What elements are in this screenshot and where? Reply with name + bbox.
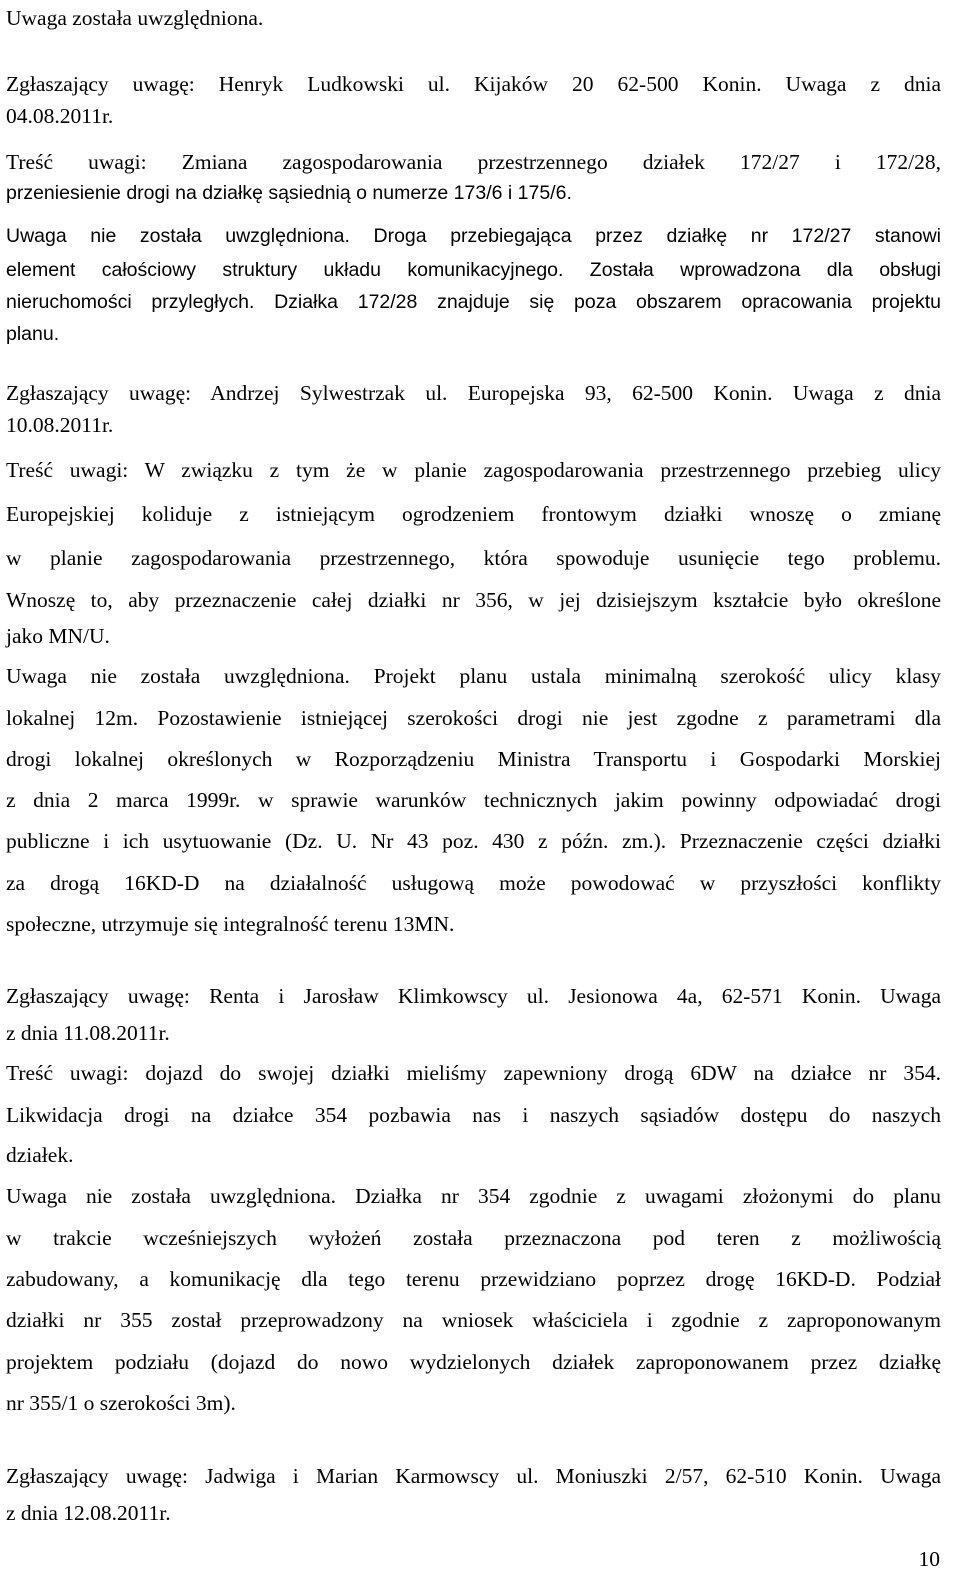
text-line: projektem podziału (dojazd do nowo wydzielonych działek zaproponowanem przez działkę xyxy=(6,1350,941,1374)
text-line: 10.08.2011r. xyxy=(6,413,114,437)
text-line: Treść uwagi: Zmiana zagospodarowania przestrzennego działek 172/27 i 172/28, xyxy=(6,150,941,174)
text-line: przeniesienie drogi na działkę sąsiednią o numerze 173/6 i 175/6. xyxy=(6,182,572,204)
text-line: Uwaga nie została uwzględniona. Projekt planu ustala minimalną szerokość ulicy klasy xyxy=(6,664,941,688)
text-line: 04.08.2011r. xyxy=(6,104,114,128)
text-line: za drogą 16KD-D na działalność usługową może powodować w przyszłości konflikty xyxy=(6,871,941,895)
text-line: nieruchomości przyległych. Działka 172/28 znajduje się poza obszarem opracowania projektu xyxy=(6,291,941,313)
text-line: Treść uwagi: dojazd do swojej działki mieliśmy zapewniony drogą 6DW na działce nr 354. xyxy=(6,1061,941,1085)
text-line: Zgłaszający uwagę: Henryk Ludkowski ul. Kijaków 20 62-500 Konin. Uwaga z dnia xyxy=(6,72,941,96)
page-number: 10 xyxy=(918,1547,940,1571)
text-line: Zgłaszający uwagę: Jadwiga i Marian Karmowscy ul. Moniuszki 2/57, 62-510 Konin. Uwaga xyxy=(6,1464,941,1488)
text-line: Uwaga nie została uwzględniona. Droga przebiegająca przez działkę nr 172/27 stanowi xyxy=(6,225,941,247)
text-line: z dnia 11.08.2011r. xyxy=(6,1021,170,1045)
text-line: lokalnej 12m. Pozostawienie istniejącej szerokości drogi nie jest zgodne z parametrami dla xyxy=(6,706,941,730)
text-line: Zgłaszający uwagę: Andrzej Sylwestrzak ul. Europejska 93, 62-500 Konin. Uwaga z dnia xyxy=(6,381,941,405)
text-line: Zgłaszający uwagę: Renta i Jarosław Klimkowscy ul. Jesionowa 4a, 62-571 Konin. Uwaga xyxy=(6,984,941,1008)
text-line: drogi lokalnej określonych w Rozporządzeniu Ministra Transportu i Gospodarki Morskiej xyxy=(6,747,941,771)
text-line: w planie zagospodarowania przestrzennego, która spowoduje usunięcie tego problemu. xyxy=(6,546,941,570)
text-line: działki nr 355 został przeprowadzony na wniosek właściciela i zgodnie z zaproponowanym xyxy=(6,1308,941,1332)
text-line: jako MN/U. xyxy=(6,624,110,648)
text-line: element całościowy struktury układu komunikacyjnego. Została wprowadzona dla obsługi xyxy=(6,259,941,281)
text-line: Uwaga została uwzględniona. xyxy=(6,6,264,30)
text-line: Uwaga nie została uwzględniona. Działka nr 354 zgodnie z uwagami złożonymi do planu xyxy=(6,1184,941,1208)
text-line: w trakcie wcześniejszych wyłożeń została przeznaczona pod teren z możliwością xyxy=(6,1226,941,1250)
text-line: Treść uwagi: W związku z tym że w planie zagospodarowania przestrzennego przebieg ulicy xyxy=(6,458,941,482)
text-line: społeczne, utrzymuje się integralność terenu 13MN. xyxy=(6,912,455,936)
text-line: z dnia 12.08.2011r. xyxy=(6,1501,171,1525)
text-line: publiczne i ich usytuowanie (Dz. U. Nr 43 poz. 430 z późn. zm.). Przeznaczenie części działki xyxy=(6,829,941,853)
text-line: działek. xyxy=(6,1143,74,1167)
text-line: planu. xyxy=(6,323,60,345)
text-line: Europejskiej koliduje z istniejącym ogrodzeniem frontowym działki wnoszę o zmianę xyxy=(6,502,941,526)
text-line: Wnoszę to, aby przeznaczenie całej działki nr 356, w jej dzisiejszym kształcie było określone xyxy=(6,588,941,612)
text-line: nr 355/1 o szerokości 3m). xyxy=(6,1391,236,1415)
text-line: zabudowany, a komunikację dla tego terenu przewidziano poprzez drogę 16KD-D. Podział xyxy=(6,1267,941,1291)
text-line: Likwidacja drogi na działce 354 pozbawia nas i naszych sąsiadów dostępu do naszych xyxy=(6,1103,941,1127)
text-line: z dnia 2 marca 1999r. w sprawie warunków technicznych jakim powinny odpowiadać drogi xyxy=(6,788,941,812)
